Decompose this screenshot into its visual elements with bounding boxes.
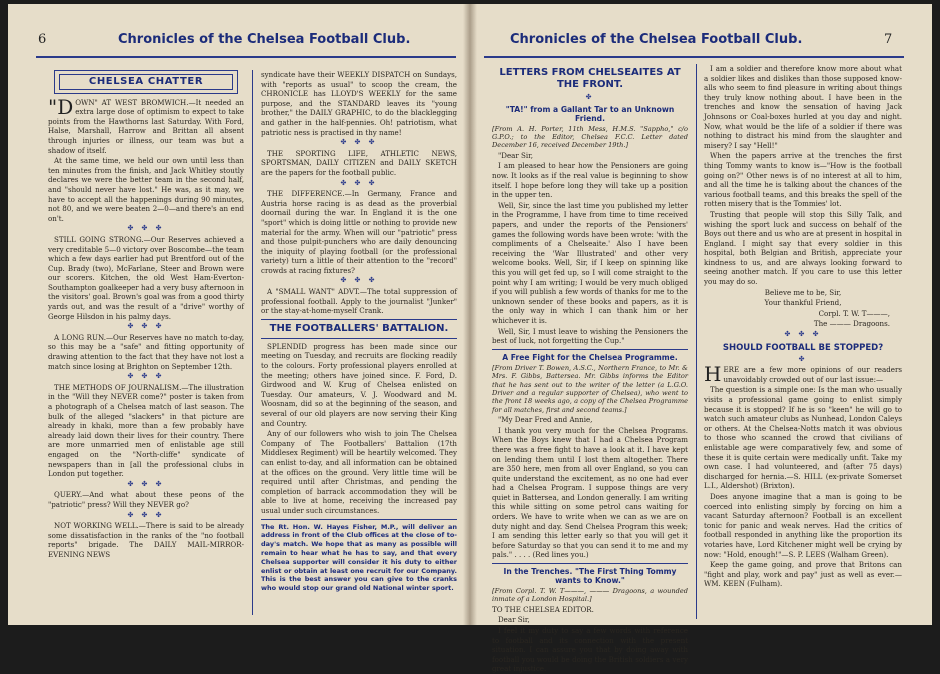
column-divider — [252, 70, 253, 615]
chatter-title-box — [54, 70, 238, 94]
letter3-paragraph: Dear Sir, — [498, 615, 530, 625]
letters-column — [492, 64, 688, 674]
chatter-paragraph: A LONG RUN.—Our Reserves have no match to-day, so this may be a "safe" and fitting opportunity of drawing attention to the fact that they have not lost a match since losing at Brighton on September 12th. — [48, 332, 244, 371]
battalion-title: THE FOOTBALLERS' BATTALION. — [269, 322, 449, 334]
chatter-paragraph: STILL GOING STRONG.—Our Reserves achieved a very creditable 5—0 victory over Boscombe—the team which a few days earlier had put Brentford out of the Cup. Brady (two), McFarlane, Steer and Brown were our scorers. Kitchen, the old West Ham-Everton-Southampton goalkeeper had a very busy afternoon in the visitors' goal. Brown's goal was from a good thirty yards out, and was the result of a "drive" worthy of George Hilsdon in his palmy days. — [48, 234, 244, 321]
question-paragraph: Does anyone imagine that a man is going to be coerced into enlisting simply by forcing on him a vacant Saturday afternoon? Football is an excellent tonic for panic and weak nerves. Had the critics of football responded in anything like the proportion its votaries have, Lord Kitchener might well be crying by now: "Hold, enough!"—S. P. LEES (Walham Green). — [704, 491, 902, 559]
letter3-continued: Trusting that people will stop this Silly Talk, and wishing the sport luck and success on behalf of the Boys out there and us who are at present in hospital in England. I might say that every soldier in this hospital, both Belgian and British, appreciate your kindness to us, and are always looking forward to seeing another match. If you care to use this letter you may do so. — [704, 209, 902, 287]
drop-cap: "D — [48, 94, 74, 119]
chatter-paragraph: QUERY.—And what about these peons of the "patriotic" press? Will they NEVER go? — [48, 490, 244, 509]
letters-title: LETTERS FROM CHELSEAITES AT THE FRONT. — [499, 67, 681, 90]
signoff-line: The ——— Dragoons. — [813, 319, 890, 329]
left-header-rule — [36, 56, 456, 58]
chatter-paragraph: THE METHODS OF JOURNALISM.—The illustration in the "Will they NEVER come?" poster is taken from a photograph of a Chelsea match of last season. The bulk of the alleged "slackers" in that picture are already in khaki, more than a few probably have already laid down their lives for their country. There are more unmarried men of enlistable age still engaged on the "North-cliffe" syndicate of newspapers than in [all the professional clubs in London put together. — [48, 382, 244, 479]
letter1-paragraph: "Dear Sir, — [498, 150, 534, 160]
letter3-continued: I am a soldier and therefore know more about what a soldier likes and dislikes than those supposed know-alls who seem to find pleasure in writing about things they truly know nothing about. I have been in the trenches and know the sensation of having Jack Johnsons or Coal-boxes hurled at you day and night. Now, what would be the life of a soldier if there was nothing to distract his mind from the slaughter and misery? I say "Hell!" — [704, 64, 902, 150]
chatter-column-2 — [261, 70, 457, 615]
section-rule — [492, 563, 688, 564]
left-page-number: 6 — [38, 32, 47, 47]
battalion-paragraph: SPLENDID progress has been made since our meeting on Tuesday, and recruits are flocking readily to the colours. Forty professional players enrolled at the meeting; others have joined since. F. Ford, D. Girdwood and W. Krug of Chelsea enlisted on Tuesday. Our amateurs, V. J. Woodward and M. Woosnam, did so at the beginning of the season, and several of our old players are now serving their King and Country. — [261, 341, 457, 428]
letter2-note: [From Driver T. Bowen, A.S.C., Northern France, to Mr. & Mrs. F. Gibbs, Battersea. Mr. Gibbs informs the Editor that he has sent out to the writer of the letter (a L.G.O. Driver and a regular supporter of Chelsea), who went to the front 18 weeks ago, a copy of the Chelsea Programme for all matches, first and second teams.] — [492, 363, 688, 414]
right-page-header — [482, 32, 902, 54]
hayes-fisher-notice: The Rt. Hon. W. Hayes Fisher, M.P., will deliver an address in front of the Club offices at the close of to-day's match. We hope that as many as possible will remain to hear what he has to say, and that every Chelsea supporter will consider it his duty to either enlist or obtain at least one recruit for our Company. This is the best answer you can give to the cranks who would stop our grand old National winter sport. — [261, 519, 457, 593]
right-header-rule — [484, 56, 904, 58]
letter3-title: In the Trenches. "The First Thing Tommy wants to Know." — [503, 567, 677, 586]
ornament: ✤ ✤ ✤ — [340, 178, 378, 187]
left-page-header — [38, 32, 458, 54]
ornament: ✤ ✤ ✤ — [127, 479, 165, 488]
ornament: ✤ ✤ ✤ — [127, 372, 165, 381]
question-title: SHOULD FOOTBALL BE STOPPED? — [722, 342, 884, 353]
opinions-column — [704, 64, 902, 619]
letter1-paragraph: Well, Sir, since the last time you published my letter in the Programme, I have from time to time received papers, and under the reports of the Pensioners' games the following words have been wrote: 'with the compliments of a Chelseaite.' Also I have been receiving the 'War Illustrated' and other very welcome books. Well, Sir, if I keep on spinning like this you will get fed up, so I will come straight to the point why I am writing; I would be very much obliged if you will publish a few words of thanks for me to the unknown sender of these books and papers, as it is the only way in which I can thank him or her whichever it is. — [492, 200, 688, 325]
letter1-title: "TA!" from a Gallant Tar to an Unknown Friend. — [505, 104, 675, 123]
letter3-continued: When the papers arrive at the trenches the first thing Tommy wants to know is—"How is the football going on?" Other news is of no interest at all to him, and all the time he is talking about the chances of the various football teams, and this breaks the spell of the rotten misery that is the Tommies' lot. — [704, 151, 902, 209]
left-header-title: Chronicles of the Chelsea Football Club. — [118, 32, 411, 47]
ornament: ✤ ✤ ✤ — [127, 322, 165, 331]
letter3-paragraph: I feel it my duty to say a few words with reference to football and its connection with the present situation. I can assure you that by doing away with football you would be doing the British soldiers a very great injustice. — [492, 626, 688, 674]
chatter-paragraph: "DOWN" AT WEST BROMWICH.—It needed an extra large dose of optimism to expect to take points from the Hawthorns last Saturday. With Ford, Halse, Marshall, Harrow and Brittan all absent through injuries or illness, our team was but a shadow of itself. — [48, 94, 244, 155]
chatter-paragraph: THE SPORTING LIFE, ATHLETIC NEWS, SPORTSMAN, DAILY CITIZEN and DAILY SKETCH are the papers for the football public. — [261, 148, 457, 177]
chatter-paragraph: A "SMALL WANT" ADVT.—The total suppression of professional football. Apply to the journalist "Junker" or the stay-at-home-myself Crank. — [261, 287, 457, 316]
drop-cap: H — [704, 362, 722, 387]
section-rule — [261, 319, 457, 320]
letter2-paragraph: "My Dear Fred and Annie, — [498, 415, 593, 425]
ornament: ✤ ✤ ✤ — [127, 224, 165, 233]
letter2-paragraph: I thank you very much for the Chelsea Programs. When the Boys knew that I had a Chelsea Program there was a free fight to have a look at it. I have kept on lending them until I lost them altogether. There are 350 here, men from all over England, so you can quite understand the excitement, as no one had ever had a Chelsea Program. I suppose things are very quiet in Battersea, and London generally. I am writing this while sitting on some petrol cans waiting for orders. We have to write when we can as we are on duty night and day. Send Chelsea Program this week; I am sending this letter early so that you will get it before Saturday so that you can send it to me and my pals." . . . . (Red lines you.) — [492, 425, 688, 560]
right-header-title: Chronicles of the Chelsea Football Club. — [510, 32, 803, 47]
magazine-spread — [8, 4, 932, 674]
section-rule — [261, 338, 457, 339]
chatter-column — [48, 70, 244, 615]
chatter-paragraph: syndicate have their WEEKLY DISPATCH on Sundays, with "reports as usual" to scoop the cream, the CHRONICLE has LLOYD'S WEEKLY for the same purpose, and the STANDARD leaves its "young brother," the DAILY GRAPHIC, to do the blacklegging and gather in the half-pennies. Oh! patriotism, what patriotic ness is practised in thy name! — [261, 70, 457, 137]
letter3-note: [From Corpl. T. W. T———, ——— Dragoons, a wounded inmate of a London Hospital.] — [492, 587, 688, 604]
page-gutter — [463, 4, 477, 625]
ornament: ✤ ✤ ✤ — [784, 330, 822, 339]
ornament: ✤ ✤ ✤ — [127, 510, 165, 519]
left-page — [8, 4, 470, 625]
ornament: ✤ ✤ ✤ — [340, 138, 378, 147]
ornament: ✤ — [585, 93, 595, 101]
battalion-paragraph: Any of our followers who wish to join The Chelsea Company of The Footballers' Battalion (17th Middlesex Regiment) will be heartily welcomed. They can enlist to-day, and all information can be obtained at the offices on the ground. Very little time will be required until after Christmas, and pending the completion of barrack accommodation they will be able to live at home, receiving the increased pay usual under such circumstances. — [261, 429, 457, 515]
signoff-line: Your thankful Friend, — [764, 298, 842, 308]
letter1-paragraph: I am pleased to hear how the Pensioners are going now. It looks as if the real value is beginning to show itself. I hope before long they will take up a position in the upper ten. — [492, 161, 688, 200]
letter2-title: A Free Fight for the Chelsea Programme. — [502, 352, 678, 362]
ornament: ✤ ✤ ✤ — [340, 276, 378, 285]
chatter-title: CHELSEA CHATTER — [59, 74, 233, 90]
signoff-line: Corpl. T. W. T———, — [818, 308, 890, 318]
chatter-paragraph: THE DIFFERENCE.—In Germany, France and Austria horse racing is as dead as the proverbial doornail during the war. In England it is the one "sport" which is doing little or nothing to provide new material for the army. When will our "patriotic" press and those pulpit-punchers who are daily denouncing the iniquity of playing football (or the professional variety) turn a little of their attention to the "record" crowds at racing fixtures? — [261, 189, 457, 275]
letter1-paragraph: Well, Sir, I must leave to wishing the Pensioners the best of luck, not forgetting the Cup." — [492, 326, 688, 346]
column-divider — [696, 64, 697, 619]
letter3-paragraph: TO THE CHELSEA EDITOR. — [492, 604, 594, 614]
section-rule — [492, 349, 688, 350]
signoff-line: Believe me to be, Sir, — [764, 287, 842, 297]
chatter-paragraph: At the same time, we held our own until less than ten minutes from the finish, and Jack Whitley stoutly declares we were the better team in the second half, and "should never have lost." He was, as it may, we have to accept all the happenings during 90 minutes, not 80, and we were beaten 2—0—and there's an end on't. — [48, 156, 244, 223]
chatter-paragraph: NOT WORKING WELL.—There is said to be already some dissatisfaction in the ranks of the "no football reports" brigade. The DAILY MAIL-MIRROR-EVENING NEWS — [48, 521, 244, 559]
question-paragraph: HERE are a few more opinions of our readers unavoidably crowded out of our last issue:— — [704, 362, 902, 387]
right-page-number: 7 — [884, 32, 893, 47]
letter1-note: [From A. H. Porter, 11th Mess, H.M.S. "Sappho," c/o G.P.O.; to the Editor, Chelsea F.C.C. Letter dated December 16, received December 19th.] — [492, 124, 688, 150]
right-page — [470, 4, 932, 674]
question-paragraph: Keep the game going, and prove that Britons can "fight and play, work and pay" just as well as ever.—WM. KEEN (Fulham). — [704, 560, 902, 589]
ornament: ✤ — [798, 354, 808, 363]
question-paragraph: The question is a simple one: Is the man who usually visits a professional game going to enlist simply because it is stopped? If he is so "keen" he will go to watch such amateur clubs as Nunhead, London Caleys or others. At the Chelsea-Notts match it was obvious to those who scanned the crowd that civilians of enlistable age were comparatively few, and some of these it is quite certain were medically unfit. Take my own case. I had volunteered, and (after 75 days) discharged for hernia.—S. HILL (ex-private Somerset L.I., Aldershot) (Brixton). — [704, 385, 902, 491]
